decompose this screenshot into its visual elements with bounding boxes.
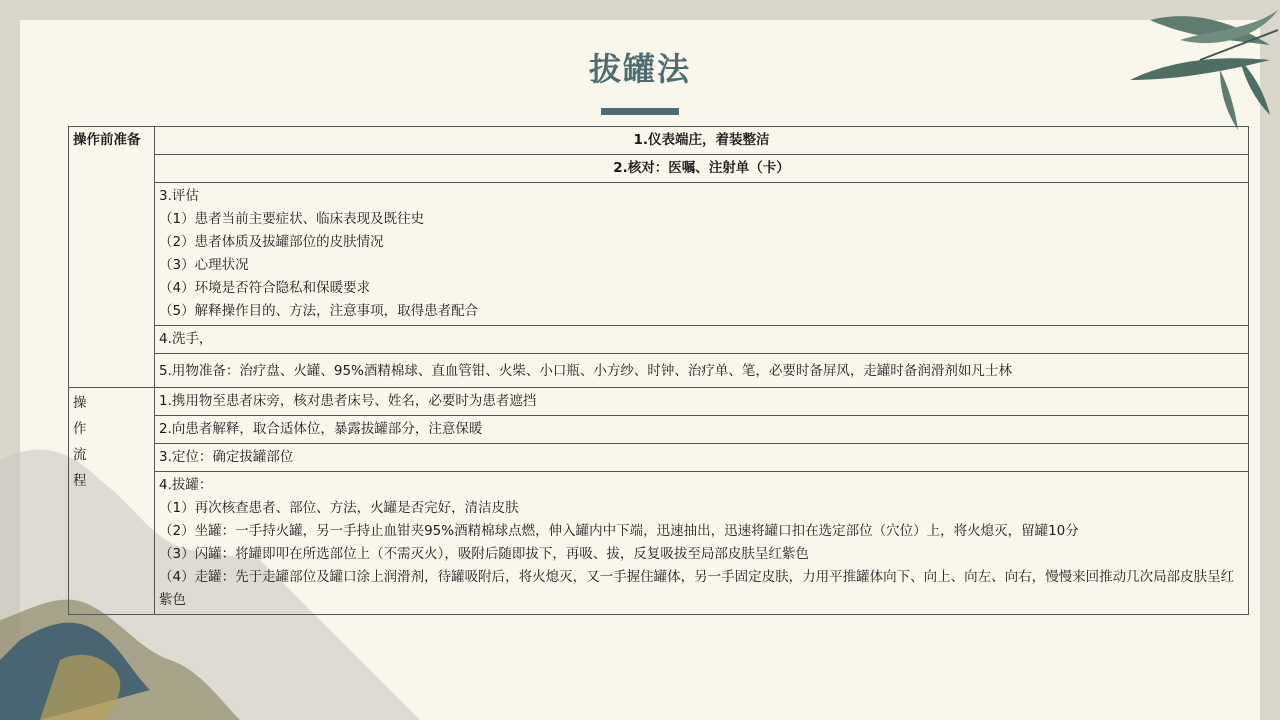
assessment-item: （1）患者当前主要症状、临床表现及既往史 xyxy=(159,211,425,227)
section-label-procedure xyxy=(69,388,155,615)
assessment-item: （4）环境是否符合隐私和保暖要求 xyxy=(159,280,371,296)
assessment-item: （2）患者体质及拔罐部位的皮肤情况 xyxy=(159,234,384,250)
procedure-step-4-cupping xyxy=(155,472,1249,615)
section-label-char: 程 xyxy=(73,473,87,489)
table-row xyxy=(69,444,1249,472)
title-underline xyxy=(601,108,679,115)
assessment-item: （3）心理状况 xyxy=(159,257,249,273)
table-row xyxy=(69,127,1249,155)
table-row xyxy=(69,388,1249,416)
table-row xyxy=(69,183,1249,326)
cupping-item: （2）坐罐：一手持火罐，另一手持止血钳夹95%酒精棉球点燃，伸入罐内中下端，迅速抽出，迅速将罐口扣在选定部位（穴位）上，将火熄灭，留罐10分 xyxy=(159,523,1079,539)
table-row xyxy=(69,416,1249,444)
section-label-preparation: 操作前准备 xyxy=(69,127,155,388)
procedure-step-3: 3.定位：确定拔罐部位 xyxy=(155,444,1249,472)
section-label-char: 作 xyxy=(73,421,87,437)
procedure-step-2: 2.向患者解释，取合适体位，暴露拔罐部分，注意保暖 xyxy=(155,416,1249,444)
prep-step-2: 2.核对：医嘱、注射单（卡） xyxy=(155,155,1249,183)
section-label-char: 流 xyxy=(73,447,87,463)
prep-step-5-supplies: 5.用物准备：治疗盘、火罐、95%酒精棉球、直血管钳、火柴、小口瓶、小方纱、时钟、治疗单、笔，必要时备屏风，走罐时备润滑剂如凡士林 xyxy=(155,354,1249,388)
assessment-heading: 3.评估 xyxy=(159,188,199,204)
prep-step-1: 1.仪表端庄，着装整洁 xyxy=(155,127,1249,155)
table-row xyxy=(69,354,1249,388)
table-row xyxy=(69,472,1249,615)
page-title: 拔罐法 xyxy=(588,50,691,88)
assessment-item: （5）解释操作目的、方法，注意事项，取得患者配合 xyxy=(159,303,479,319)
procedure-table xyxy=(68,126,1249,615)
table-row xyxy=(69,155,1249,183)
table-row xyxy=(69,326,1249,354)
section-label-char: 操 xyxy=(73,395,87,411)
cupping-item: （1）再次核查患者、部位、方法，火罐是否完好，清洁皮肤 xyxy=(159,500,519,516)
cupping-item: （3）闪罐：将罐即叩在所选部位上（不需灭火），吸附后随即拔下，再吸、拔，反复吸拔至局部皮肤呈红紫色 xyxy=(159,546,809,562)
prep-step-4-wash: 4.洗手， xyxy=(155,326,1249,354)
prep-step-3-assessment xyxy=(155,183,1249,326)
procedure-step-1: 1.携用物至患者床旁，核对患者床号、姓名，必要时为患者遮挡 xyxy=(155,388,1249,416)
cupping-heading: 4.拔罐： xyxy=(159,477,213,493)
cupping-item: （4）走罐：先于走罐部位及罐口涂上润滑剂，待罐吸附后，将火熄灭，又一手握住罐体，另一手固定皮肤，力用平推罐体向下、向上、向左、向右，慢慢来回推动几次局部皮肤呈红紫色 xyxy=(159,569,1235,608)
